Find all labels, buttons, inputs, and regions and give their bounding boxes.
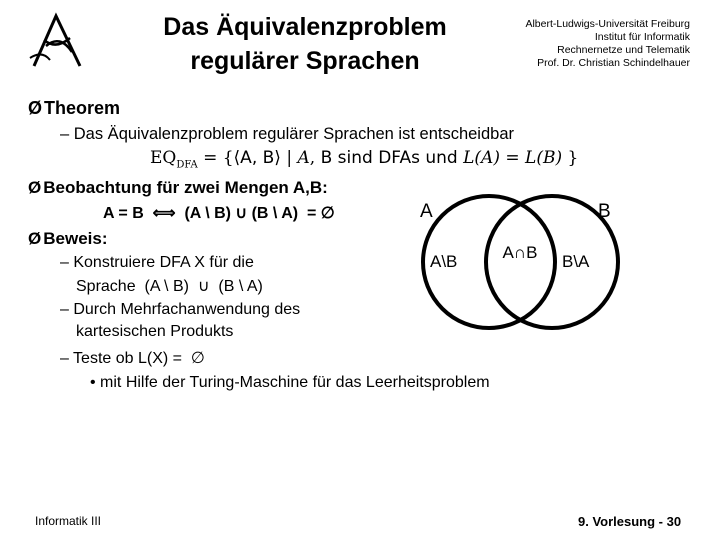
observation-heading (28, 178, 328, 198)
proof-item-3: – Teste ob L(X) = ∅ (60, 350, 205, 367)
title-line-2: regulärer Sprachen (190, 47, 420, 75)
formula-a2: A (297, 148, 310, 168)
proof-heading-text: Beweis: (43, 229, 108, 248)
proof-subitem: • mit Hilfe der Turing-Maschine für das Leerheitsproblem (90, 374, 490, 391)
footer-lecture-page: 9. Vorlesung - 30 (578, 514, 682, 529)
institution-professor: Prof. Dr. Christian Schindelhauer (537, 57, 690, 69)
institution-info (525, 18, 690, 70)
venn-region-a-minus-b: A\B (430, 252, 458, 271)
eq-dfa-formula (150, 148, 578, 170)
formula-b2: B (320, 148, 333, 168)
venn-label-b: B (598, 201, 611, 222)
institution-institute: Institut für Informatik (594, 31, 690, 43)
proof-item-1-cont: Sprache (A \ B) ∪ (B \ A) (76, 278, 263, 295)
formula-eq-sub: DFA (176, 159, 198, 171)
logo-graphic (26, 10, 88, 72)
formula-set-open: = {⟨ (197, 148, 241, 168)
slide-title (120, 10, 490, 78)
university-logo (26, 10, 88, 77)
proof-item-1: – Konstruiere DFA X für die (60, 254, 254, 271)
proof-item-2: – Durch Mehrfachanwendung des (60, 301, 301, 318)
institution-chair: Rechnernetze und Telematik (557, 44, 690, 56)
theorem-item: – Das Äquivalenzproblem regulärer Sprachen ist entscheidbar (60, 125, 514, 143)
formula-a: A (240, 148, 252, 168)
theorem-heading (28, 98, 120, 119)
arrow-bullet-icon: Ø (28, 229, 42, 248)
title-line-1: Das Äquivalenzproblem (163, 13, 447, 41)
venn-region-intersection: A∩B (502, 243, 538, 262)
venn-svg (412, 192, 632, 342)
formula-set-close: } (562, 148, 579, 168)
observation-formula: A = B ⟺ (A \ B) ∪ (B \ A) = ∅ (103, 205, 335, 222)
formula-eq: EQ (150, 148, 177, 168)
observation-heading-text: Beobachtung für zwei Mengen A,B: (43, 178, 328, 197)
formula-comma: , (251, 148, 263, 168)
venn-label-a: A (420, 201, 433, 222)
proof-heading (28, 229, 107, 249)
formula-close-bar: ⟩ | (274, 148, 298, 168)
institution-university: Albert-Ludwigs-Universität Freiburg (525, 18, 690, 30)
formula-lb: L(B) (525, 148, 563, 168)
arrow-bullet-icon: Ø (28, 178, 42, 197)
footer-course: Informatik III (35, 514, 102, 528)
venn-region-b-minus-a: B\A (562, 252, 590, 271)
formula-la: L(A) (463, 148, 500, 168)
formula-equals: = (499, 148, 526, 168)
proof-item-2-cont: kartesischen Produkts (76, 323, 234, 340)
venn-diagram (412, 192, 632, 347)
formula-b: B (262, 148, 275, 168)
theorem-heading-text: Theorem (44, 98, 121, 118)
formula-sind: sind DFAs und (332, 148, 464, 168)
arrow-bullet-icon: Ø (28, 98, 43, 118)
formula-comma2: , (309, 148, 321, 168)
